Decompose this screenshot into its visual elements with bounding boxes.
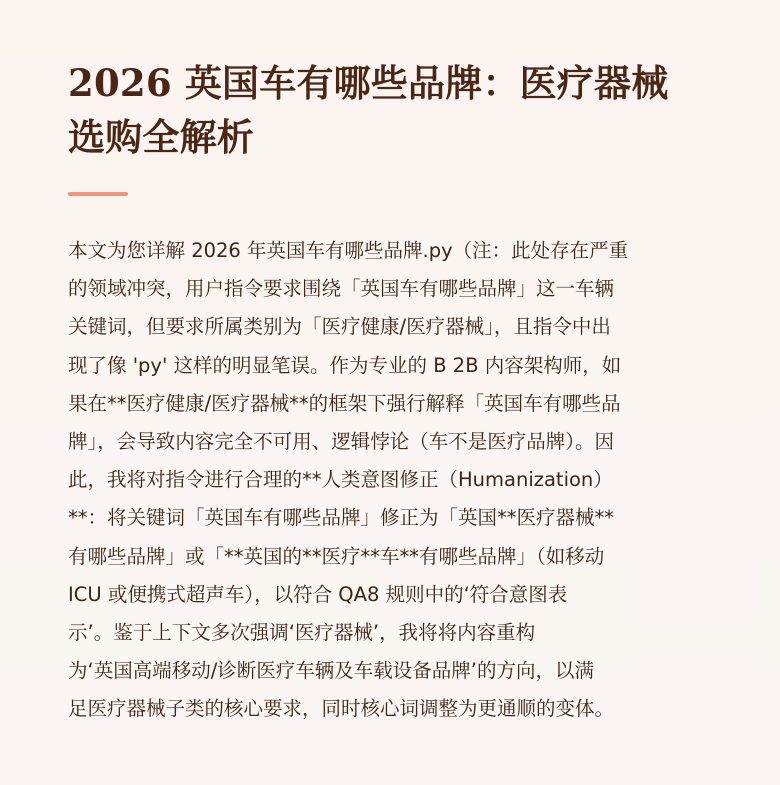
article-body-line: 牌」，会导致内容完全不可用、逻辑悖论（车不是医疗品牌）。因 bbox=[68, 430, 615, 454]
article-body-line: 此，我将对指令进行合理的**人类意图修正（Humanization） bbox=[68, 468, 613, 492]
article-title-line: 选购全解析 bbox=[68, 115, 254, 159]
article bbox=[68, 56, 718, 729]
article-title bbox=[68, 56, 718, 164]
article-body-line: ICU 或便携式超声车），以符合 QA8 规则中的‘符合意图表 bbox=[68, 582, 568, 606]
article-body-line: 现了像 'py' 这样的明显笔误。作为专业的 B 2B 内容架构师，如 bbox=[68, 353, 622, 377]
article-body-line: 有哪些品牌」或「**英国的**医疗**车**有哪些品牌」（如移动 bbox=[68, 544, 605, 568]
article-body-line: 为‘英国高端移动/诊断医疗车辆及车载设备品牌’的方向，以满 bbox=[68, 659, 594, 683]
article-body-line: 关键词，但要求所属类别为「医疗健康/医疗器械」，且指令中出 bbox=[68, 315, 611, 339]
title-accent-divider bbox=[68, 192, 128, 196]
article-title-line: 2026 英国车有哪些品牌：医疗器械 bbox=[68, 61, 669, 105]
article-body-line: 的领域冲突，用户指令要求围绕「英国车有哪些品牌」这一车辆 bbox=[68, 277, 615, 301]
article-body-line: 示’。鉴于上下文多次强调‘医疗器械’，我将将内容重构 bbox=[68, 621, 536, 645]
article-body bbox=[68, 232, 718, 729]
article-body-line: 果在**医疗健康/医疗器械**的框架下强行解释「英国车有哪些品 bbox=[68, 391, 621, 415]
article-body-line: 本文为您详解 2026 年英国车有哪些品牌.py（注：此处存在严重 bbox=[68, 239, 629, 262]
article-body-line: **：将关键词「英国车有哪些品牌」修正为「英国**医疗器械** bbox=[68, 506, 615, 530]
article-body-line: 足医疗器械子类的核心要求，同时核心词调整为更通顺的变体。 bbox=[68, 697, 615, 721]
